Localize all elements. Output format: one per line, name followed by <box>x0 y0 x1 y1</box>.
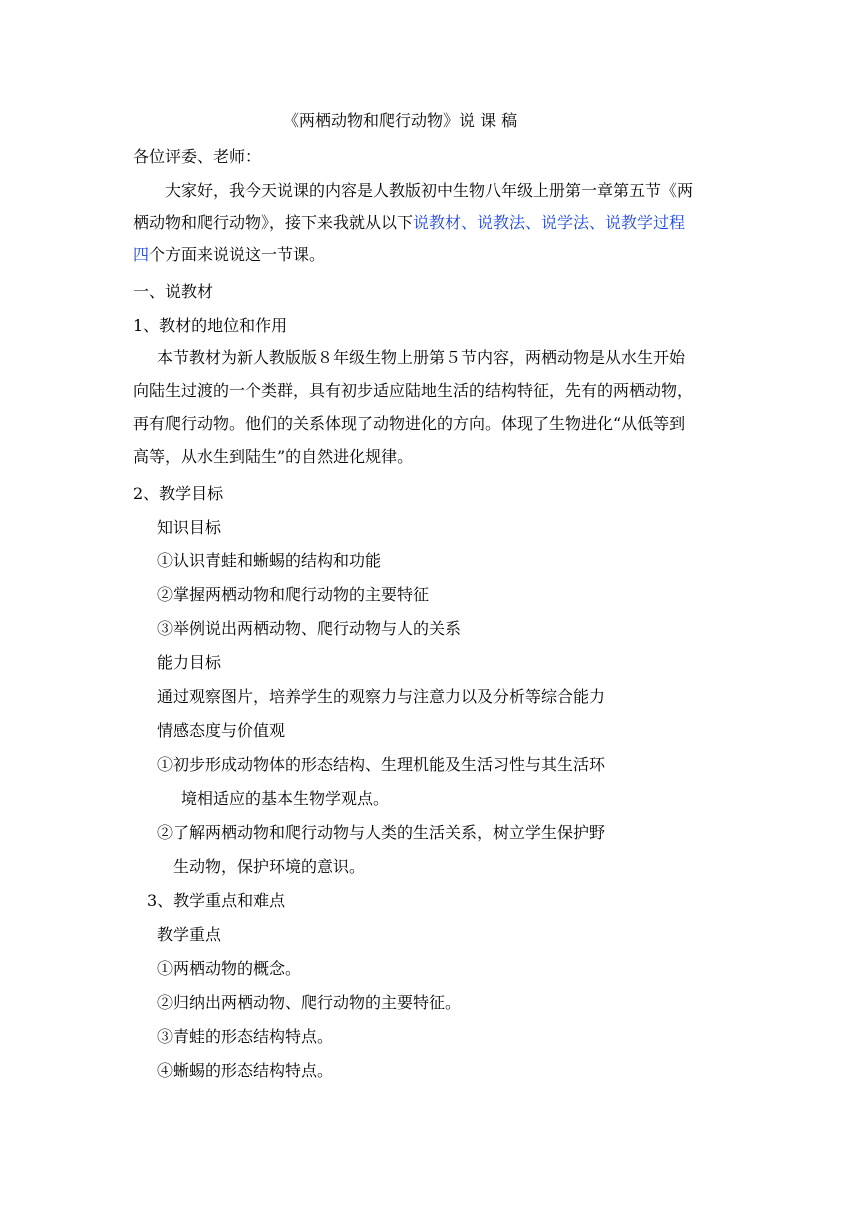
subheading-2: 2、教学目标 <box>133 484 224 503</box>
subheading-1: 1、教材的地位和作用 <box>133 316 288 335</box>
paragraph-line: 本节教材为新人教版版８年级生物上册第５节内容，两栖动物是从水生开始 <box>157 348 686 367</box>
paragraph-line: 高等，从水生到陆生”的自然进化规律。 <box>133 447 414 466</box>
intro-line-1: 大家好，我今天说课的内容是人教版初中生物八年级上册第一章第五节《两 <box>165 181 694 200</box>
list-item: ③青蛙的形态结构特点。 <box>157 1027 334 1046</box>
intro-line-2-text: 栖动物和爬行动物》，接下来我就从以下 <box>133 213 414 232</box>
ability-heading: 能力目标 <box>157 653 222 672</box>
list-item: ①认识青蛙和蜥蜴的结构和功能 <box>157 551 382 570</box>
intro-line-2 <box>133 212 685 234</box>
paragraph-line: 向陆生过渡的一个类群，具有初步适应陆地生活的结构特征，先有的两栖动物， <box>133 381 694 400</box>
list-item: ①初步形成动物体的形态结构、生理机能及生活习性与其生活环 <box>157 755 606 774</box>
greeting: 各位评委、老师： <box>133 147 262 166</box>
key-heading: 教学重点 <box>157 925 222 944</box>
list-item: ④蜥蜴的形态结构特点。 <box>157 1061 334 1080</box>
subheading-3: 3、教学重点和难点 <box>147 891 286 910</box>
list-item: ①两栖动物的概念。 <box>157 959 302 978</box>
outline-link[interactable]: 说教材、说教法、说学法、说教学过程 <box>413 213 686 232</box>
document-title: 《两栖动物和爬行动物》说 课 稿 <box>283 111 518 130</box>
list-item-continuation: 境相适应的基本生物学观点。 <box>181 789 390 808</box>
list-item-continuation: 生动物，保护环境的意识。 <box>173 857 366 876</box>
paragraph-line: 再有爬行动物。他们的关系体现了动物进化的方向。体现了生物进化“从低等到 <box>133 414 686 433</box>
section-heading-1: 一、说教材 <box>133 282 214 301</box>
intro-line-3 <box>133 244 325 266</box>
list-item: ③举例说出两栖动物、爬行动物与人的关系 <box>157 619 462 638</box>
intro-line-3-text: 个方面来说说这一节课。 <box>149 245 326 264</box>
emotion-heading: 情感态度与价值观 <box>157 721 286 740</box>
knowledge-heading: 知识目标 <box>157 518 222 537</box>
ability-text: 通过观察图片，培养学生的观察力与注意力以及分析等综合能力 <box>157 687 606 706</box>
list-item: ②归纳出两栖动物、爬行动物的主要特征。 <box>157 993 462 1012</box>
list-item: ②掌握两栖动物和爬行动物的主要特征 <box>157 585 430 604</box>
list-item: ②了解两栖动物和爬行动物与人类的生活关系，树立学生保护野 <box>157 823 606 842</box>
outline-link-count[interactable]: 四 <box>133 245 150 264</box>
